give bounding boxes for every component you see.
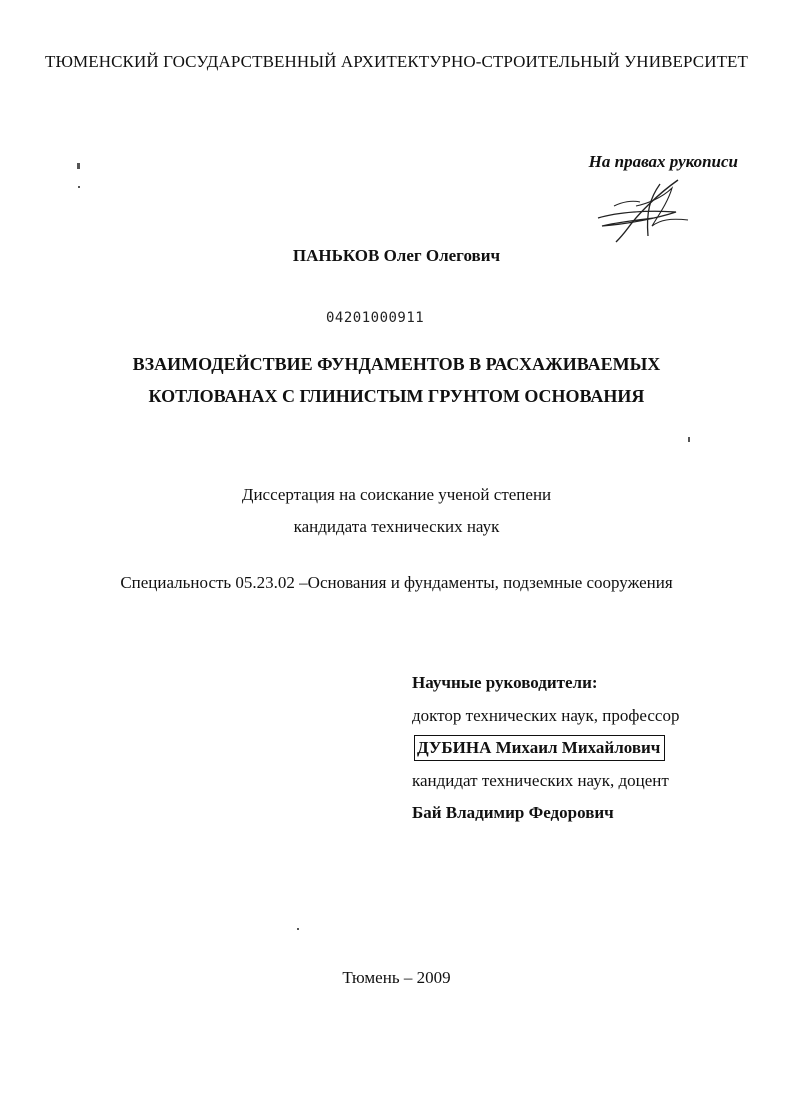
supervisor-1-name: ДУБИНА Михаил Михайлович xyxy=(414,735,665,761)
city-year: Тюмень – 2009 xyxy=(342,968,451,987)
scan-speck xyxy=(77,163,80,169)
supervisor-2-title: кандидат технических наук, доцент xyxy=(412,770,669,790)
catalog-number: 04201000911 xyxy=(326,310,425,326)
supervisor-2-name: Бай Владимир Федорович xyxy=(412,803,614,822)
scan-speck xyxy=(297,928,299,930)
title-line-1: ВЗАИМОДЕЙСТВИЕ ФУНДАМЕНТОВ В РАСХАЖИВАЕМЫХ xyxy=(132,354,661,374)
specialty: Специальность 05.23.02 –Основания и фундаменты, подземные сооружения xyxy=(120,573,673,592)
title-line-2: КОТЛОВАНАХ С ГЛИНИСТЫМ ГРУНТОМ ОСНОВАНИЯ xyxy=(148,386,645,406)
signature-icon xyxy=(588,176,698,246)
dissertation-title xyxy=(0,348,793,412)
scan-speck xyxy=(688,437,690,442)
author-name: ПАНЬКОВ Олег Олегович xyxy=(292,246,501,265)
degree-line-1: Диссертация на соискание ученой степени xyxy=(241,485,552,504)
supervisor-1-row xyxy=(412,732,679,765)
supervisors-heading: Научные руководители: xyxy=(412,673,598,692)
manuscript-note: На правах рукописи xyxy=(588,152,738,171)
scan-speck xyxy=(78,186,80,188)
supervisors-block xyxy=(412,667,679,830)
degree-statement xyxy=(0,479,793,543)
supervisor-1-title: доктор технических наук, профессор xyxy=(412,705,680,725)
university-name: ТЮМЕНСКИЙ ГОСУДАРСТВЕННЫЙ АРХИТЕКТУРНО-СТРОИТЕЛЬНЫЙ УНИВЕРСИТЕТ xyxy=(44,52,749,71)
degree-line-2: кандидата технических наук xyxy=(293,517,500,536)
